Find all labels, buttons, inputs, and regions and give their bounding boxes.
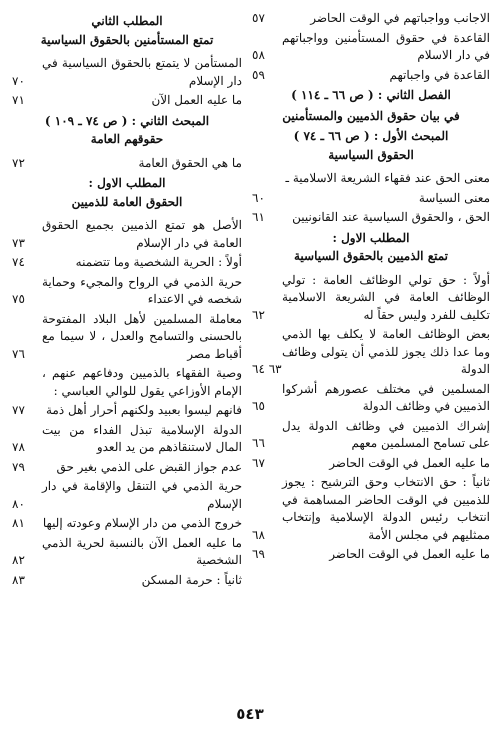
index-entry [12, 535, 242, 570]
index-entry-page: ٧٤ [12, 255, 25, 269]
section-subheading: تمتع الذميين بالحقوق السياسية [294, 249, 448, 263]
index-entry-page: ٥٨ [252, 48, 265, 62]
index-entry [252, 381, 490, 416]
section-heading: المبحث الثاني : ( ص ٧٤ ـ ١٠٩ ) [44, 113, 210, 128]
section-heading: في بيان حقوق الذميين والمستأمنين [282, 108, 460, 123]
index-entry [12, 217, 242, 252]
index-entry-page: ٧٧ [12, 403, 25, 417]
index-entry-page: ٥٩ [252, 67, 265, 82]
section-subheading: الحقوق العامة للذميين [71, 194, 183, 209]
section-heading: المطلب الاول : [332, 230, 410, 245]
index-entry-title: القاعدة في واجباتهم [389, 67, 490, 82]
index-entry-title: إشراك الذميين في وظائف الدولة يدل على تسامح المسلمين معهم [282, 418, 490, 450]
section-heading: المطلب الاول : [88, 176, 166, 190]
index-entry [252, 474, 490, 544]
index-column-left [12, 10, 242, 700]
index-entry [252, 30, 490, 65]
index-entry-page: ٦٠ [252, 190, 265, 205]
index-entry-page: ٦٢ [252, 307, 265, 322]
index-entry-title: بعض الوظائف العامة لا يكلف بها الذمي وما عدا ذلك يجوز للذمي أن يتولى وظائف الدولة [282, 327, 490, 376]
index-entry-title: ثانياً : حرمة المسكن [141, 572, 242, 587]
index-entry-page: ٨٠ [12, 496, 25, 511]
index-entry [12, 459, 242, 477]
index-entry [252, 67, 490, 85]
index-entry [252, 190, 490, 208]
index-entry [12, 365, 242, 400]
index-entry-page: ٦٧ [252, 455, 265, 470]
index-entry-page: ٧٥ [12, 292, 25, 306]
index-entry [252, 170, 490, 188]
index-entry-title: ما عليه العمل في الوقت الحاضر [329, 547, 490, 561]
index-column-right [252, 10, 490, 700]
index-entry-title: ما عليه العمل الآن بالنسبة لحرية الذمي الشخصية [42, 535, 242, 567]
page-number: ٥٤٣ [236, 705, 264, 723]
index-entry-page: ٦٥ [252, 399, 265, 413]
index-entry-title: الأصل هو تمتع الذميين بجميع الحقوق العامة في دار الإسلام [42, 218, 242, 250]
index-entry-page: ٧٦ [12, 346, 25, 361]
index-entry [12, 311, 242, 364]
index-entry-title: أولاً : حق تولي الوظائف العامة : تولي الوظائف العامة في الشريعة الاسلامية تكليف للفرد وليس حقاً له [282, 272, 490, 322]
index-entry-title: ثانياً : حق الانتخاب وحق الترشيح : يجوز للذميين في الوقت الحاضر المساهمة في انتخاب رئيس الدولة الإسلامية وإنتخاب ممثليهم في مجلس الأمة [282, 475, 490, 542]
index-entry-page: ٦٨ [252, 527, 265, 542]
index-entry [252, 272, 490, 325]
index-entry-page: ٨٣ [12, 572, 25, 587]
index-entry-page: ٧٠ [12, 73, 25, 88]
index-entry-page: ٦٣ ٦٤ [252, 362, 282, 376]
index-entry [12, 92, 242, 110]
index-entry-page: ٨١ [12, 516, 25, 530]
index-entry-title: ما هي الحقوق العامة [138, 155, 242, 170]
index-entry [12, 422, 242, 457]
index-entry-title: معنى الحق عند فقهاء الشريعة الاسلامية ـ [285, 171, 490, 185]
index-entry-page: ٨٢ [12, 553, 25, 567]
section-heading: المطلب الثاني [91, 14, 163, 28]
index-entry-title: حرية الذمي في الرواح والمجيء وحماية شخصه في الاعتداء [42, 274, 242, 306]
index-entry-page: ٧٩ [12, 459, 25, 474]
index-entry [252, 455, 490, 473]
section-subheading: تمتع المستأمنين بالحقوق السياسية [40, 32, 214, 47]
section-subheading: الحقوق السياسية [328, 147, 414, 162]
index-entry-title: معنى السياسة [418, 190, 490, 205]
index-entry [12, 478, 242, 513]
index-entry-title: المستأمن لا يتمتع بالحقوق السياسية في دار الإسلام [42, 56, 242, 88]
index-entry-title: القاعدة في حقوق المستأمنين وواجباتهم في دار الاسلام [282, 30, 490, 62]
section-heading: الفصل الثاني : ( ص ٦٦ ـ ١١٤ ) [291, 88, 451, 102]
index-entry-title: خروج الذمي من دار الإسلام وعودته إليها [42, 516, 242, 530]
index-entry [252, 326, 490, 379]
index-entry-page: ٧٢ [12, 155, 25, 170]
index-entry-title: أولاً : الحرية الشخصية وما تتضمنه [75, 255, 242, 269]
index-entry [12, 155, 242, 173]
index-entry-title: عدم جواز القبض على الذمي بغير حق [56, 459, 242, 474]
section-subheading: حقوقهم العامة [90, 132, 164, 146]
index-entry-title: الاجانب وواجباتهم في الوقت الحاضر [310, 11, 490, 25]
index-entry-title: وصية الفقهاء بالذميين ودفاعهم عنهم ، الإمام الأوزاعي يقول للوالي العباسي : [42, 366, 242, 398]
section-heading: المبحث الأول : ( ص ٦٦ ـ ٧٤ ) [293, 129, 449, 143]
index-entry-page: ٧٣ [12, 235, 25, 250]
index-entry-title: فانهم ليسوا بعبيد ولكنهم أحرار أهل ذمة [46, 403, 242, 417]
index-entry [12, 254, 242, 272]
index-entry [12, 55, 242, 90]
index-entry-title: حرية الذمي في التنقل والإقامة في دار الإسلام [42, 479, 242, 511]
index-entry-title: معاملة المسلمين لأهل البلاد المفتوحة بالحسنى والتسامح والعدل ، لا سيما مع أقباط مصر [42, 311, 242, 361]
index-entry-page: ٦١ [252, 210, 265, 224]
index-entry-title: ما عليه العمل في الوقت الحاضر [329, 455, 490, 470]
index-entry [12, 402, 242, 420]
index-entry [252, 10, 490, 28]
index-entry [252, 418, 490, 453]
index-entry [12, 515, 242, 533]
index-entry-title: ما عليه العمل الآن [151, 93, 242, 107]
index-entry-page: ٧١ [12, 93, 25, 107]
index-entry [252, 209, 490, 227]
index-entry-title: المسلمين في مختلف عصورهم أشركوا الذميين في وظائف الدولة [282, 381, 490, 413]
index-entry [252, 546, 490, 564]
index-entry-page: ٦٩ [252, 547, 265, 561]
index-entry-title: الدولة الإسلامية تبذل الفداء من بيت المال لاستنقاذهم من يد العدو [42, 422, 242, 454]
index-entry-page: ٧٨ [12, 440, 25, 454]
index-entry-title: الحق ، والحقوق السياسية عند القانونيين [292, 210, 490, 224]
index-entry-page: ٥٧ [252, 11, 265, 25]
index-entry-page: ٦٦ [252, 436, 265, 450]
index-entry [12, 274, 242, 309]
index-entry [12, 572, 242, 590]
